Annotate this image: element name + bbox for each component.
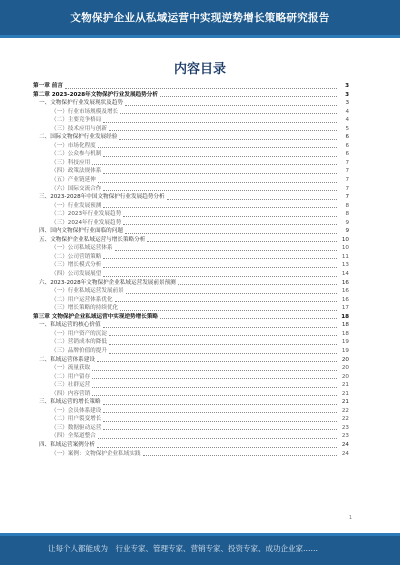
toc-entry[interactable] [33,296,349,305]
toc-entry[interactable] [33,116,349,125]
toc-leader-dots [120,304,337,311]
toc-entry[interactable] [33,150,349,159]
toc-entry-label: （二）公司营销策略 [51,253,102,260]
toc-entry-label: 一、私域运营的核心价值 [39,322,101,329]
toc-entry[interactable] [33,82,349,91]
toc-entry[interactable] [33,313,349,322]
toc-entry-label: （二）用户运营体系优化 [51,296,113,303]
toc-entry-page: 19 [341,347,349,354]
toc-entry-page: 10 [341,236,349,243]
toc-entry[interactable] [33,142,349,151]
toc-leader-dots [167,193,337,200]
toc-entry-page: 3 [345,83,349,89]
toc-entry-page: 3 [345,91,349,98]
toc-entry[interactable] [33,99,349,108]
toc-leader-dots [92,373,337,380]
toc-entry[interactable] [33,364,349,373]
toc-entry-page: 21 [341,399,349,406]
toc-entry-label: 一、文物保护行业发展现状及趋势 [39,100,123,107]
toc-entry-label: （三）科技应用 [51,159,91,166]
toc-entry-label: （二）用户留存 [51,373,91,380]
toc-entry[interactable] [33,219,349,228]
toc-entry-page: 21 [341,390,349,397]
toc-leader-dots [103,185,337,192]
toc-entry-page: 22 [341,407,349,414]
toc-leader-dots [123,210,337,217]
toc-leader-dots [98,142,337,149]
toc-leader-dots [178,279,337,286]
toc-entry-page: 23 [341,424,349,431]
toc-entry[interactable] [33,108,349,117]
toc-entry-label: 六、2023-2028年文物保护企业私域运营发展前景预测 [39,279,176,286]
toc-entry-label: （一）市场化程度 [51,142,96,149]
table-of-contents [33,82,349,458]
toc-entry[interactable] [33,193,349,202]
toc-leader-dots [120,108,337,115]
toc-entry-label: （一）会员体系建设 [51,407,102,414]
toc-leader-dots [143,450,337,457]
toc-entry-label: 二、私域运营体系建设 [39,356,95,363]
toc-entry-label: （三）2024年行业发展趋势 [51,219,122,226]
toc-entry-label: （二）主要竞争格局 [51,117,102,124]
toc-leader-dots [103,202,337,209]
toc-leader-dots [103,116,337,123]
toc-entry-page: 16 [341,288,349,295]
toc-entry[interactable] [33,356,349,365]
toc-leader-dots [125,227,337,234]
toc-entry-label: （三）增长模式分析 [51,262,102,269]
toc-entry-label: 三、2023-2028年中国文物保护行业发展趋势分析 [39,194,165,201]
toc-entry[interactable] [33,432,349,441]
toc-entry-page: 7 [345,194,349,201]
toc-entry[interactable] [33,227,349,236]
toc-entry-label: （一）流量获取 [51,365,91,372]
report-title: 文物保护企业从私域运营中实现逆势增长策略研究报告 [70,12,330,24]
toc-entry-page: 22 [341,416,349,423]
toc-entry-label: （一）案例：文物保护企业私域实践 [51,450,141,457]
toc-entry[interactable] [33,304,349,313]
toc-entry-label: （四）全渠道整合 [51,433,96,440]
toc-entry[interactable] [33,210,349,219]
toc-entry[interactable] [33,244,349,253]
toc-entry[interactable] [33,176,349,185]
toc-entry[interactable] [33,202,349,211]
toc-entry-page: 24 [341,450,349,457]
toc-leader-dots [125,99,337,106]
toc-entry-page: 21 [341,382,349,389]
toc-entry[interactable] [33,253,349,262]
toc-entry-label: 三、私域运营的增长策略 [39,399,101,406]
toc-entry[interactable] [33,450,349,459]
toc-entry-page: 5 [345,125,349,132]
toc-leader-dots [109,338,337,345]
toc-entry-page: 19 [341,339,349,346]
toc-entry[interactable] [33,415,349,424]
toc-entry[interactable] [33,91,349,100]
toc-leader-dots [103,253,337,260]
toc-entry[interactable] [33,185,349,194]
toc-leader-dots [126,287,337,294]
toc-entry-page: 6 [345,151,349,158]
header-stripe [0,35,400,38]
toc-leader-dots [115,244,337,251]
toc-entry[interactable] [33,125,349,134]
toc-entry-label: （四）公司发展展望 [51,271,102,278]
toc-entry-page: 16 [341,279,349,286]
toc-entry-label: （二）用户裂变增长 [51,416,102,423]
toc-entry-page: 18 [341,313,349,320]
toc-entry[interactable] [33,279,349,288]
toc-leader-dots [109,125,337,132]
toc-leader-dots [103,261,337,268]
toc-entry-label: 二、国际文物保护行业发展经验 [39,134,118,141]
toc-entry-label: 第一章 前言 [33,83,63,89]
toc-entry-label: （三）社群运营 [51,382,91,389]
toc-entry-label: （三）增长策略的持续优化 [51,305,119,312]
toc-entry[interactable] [33,261,349,270]
toc-entry-page: 20 [341,356,349,363]
toc-entry-page: 9 [345,228,349,235]
toc-entry-label: （二）公众参与机制 [51,151,102,158]
toc-leader-dots [119,133,337,140]
toc-entry-page: 11 [341,253,349,260]
toc-leader-dots [103,415,337,422]
toc-entry-page: 17 [341,305,349,312]
toc-leader-dots [103,270,337,277]
toc-leader-dots [109,347,337,354]
toc-entry-page: 3 [345,100,349,107]
toc-entry[interactable] [33,347,349,356]
toc-entry-label: （三）数据驱动运营 [51,424,102,431]
toc-entry[interactable] [33,441,349,450]
toc-leader-dots [147,236,337,243]
toc-entry-page: 20 [341,365,349,372]
toc-entry[interactable] [33,373,349,382]
toc-leader-dots [115,296,337,303]
toc-entry-page: 14 [341,271,349,278]
toc-leader-dots [103,407,337,414]
toc-leader-dots [98,432,337,439]
toc-entry-page: 7 [345,159,349,166]
toc-entry-label: （四）内容营销 [51,390,91,397]
toc-entry-label: （一）行业发展预测 [51,202,102,209]
toc-entry-label: 四、私域运营案例分析 [39,441,95,448]
toc-entry-label: 五、文物保护企业私域运营与增长策略分析 [39,236,146,243]
toc-entry-page: 6 [345,134,349,141]
toc-leader-dots [97,356,337,363]
toc-entry-page: 20 [341,373,349,380]
toc-entry[interactable] [33,407,349,416]
toc-leader-dots [92,364,337,371]
toc-leader-dots [103,150,337,157]
toc-entry[interactable] [33,236,349,245]
toc-entry[interactable] [33,338,349,347]
toc-entry[interactable] [33,133,349,142]
toc-entry-page: 4 [345,108,349,115]
toc-entry-page: 7 [345,168,349,175]
toc-leader-dots [109,330,337,337]
toc-entry[interactable] [33,159,349,168]
toc-leader-dots [97,441,337,448]
toc-entry[interactable] [33,390,349,399]
toc-entry[interactable] [33,381,349,390]
footer-band [0,533,400,565]
toc-entry[interactable] [33,330,349,339]
toc-leader-dots [160,91,337,98]
toc-entry-label: （一）公司私域运营体系 [51,245,113,252]
toc-entry-page: 8 [345,211,349,218]
toc-leader-dots [92,381,337,388]
toc-entry-label: （一）行业私域运营发展前景 [51,288,124,295]
page-number: 1 [348,515,352,521]
toc-entry-label: （三）技术应用与创新 [51,125,107,132]
toc-entry[interactable] [33,270,349,279]
toc-leader-dots [65,82,337,89]
header-band [0,0,400,38]
toc-entry-page: 7 [345,185,349,192]
toc-entry-label: 第二章 2023-2028年文物保护行业发展趋势分析 [33,91,158,98]
toc-entry-page: 7 [345,177,349,184]
toc-entry-page: 23 [341,433,349,440]
toc-entry-label: （五）产业链延伸 [51,177,96,184]
toc-entry-page: 10 [341,245,349,252]
toc-entry-label: （三）品牌价值的提升 [51,347,107,354]
toc-entry[interactable] [33,398,349,407]
toc-heading: 内容目录 [173,62,226,77]
toc-entry-label: （六）国际交流合作 [51,185,102,192]
toc-entry-page: 9 [345,219,349,226]
toc-entry[interactable] [33,424,349,433]
toc-entry[interactable] [33,321,349,330]
toc-entry-page: 4 [345,117,349,124]
toc-entry-page: 18 [341,330,349,337]
toc-leader-dots [123,219,337,226]
toc-entry-page: 13 [341,262,349,269]
toc-leader-dots [98,176,337,183]
toc-leader-dots [92,390,337,397]
toc-entry-label: 第三章 文物保护企业私域运营中实现逆势增长策略 [33,313,159,320]
toc-entry-page: 8 [345,202,349,209]
toc-entry[interactable] [33,287,349,296]
toc-leader-dots [160,313,337,320]
toc-entry-label: （四）政策法规体系 [51,168,102,175]
toc-leader-dots [92,159,337,166]
toc-entry-label: （一）用户资产的沉淀 [51,330,107,337]
toc-entry-label: （二）营销成本的降低 [51,339,107,346]
toc-leader-dots [103,321,337,328]
toc-entry-label: （二）2023年行业发展趋势 [51,211,122,218]
toc-entry-page: 16 [341,296,349,303]
toc-leader-dots [103,167,337,174]
toc-leader-dots [103,424,337,431]
toc-entry-page: 6 [345,142,349,149]
toc-entry-page: 18 [341,322,349,329]
toc-entry-label: （一）行业市场规模及增长 [51,108,119,115]
toc-entry[interactable] [33,167,349,176]
toc-leader-dots [103,398,337,405]
toc-entry-page: 24 [341,441,349,448]
footer-slogan: 让每个人都能成为 行业专家、管理专家、营销专家、投资专家、成功企业家…… [48,544,318,553]
toc-entry-label: 四、国内文物保护行业面临的问题 [39,228,123,235]
